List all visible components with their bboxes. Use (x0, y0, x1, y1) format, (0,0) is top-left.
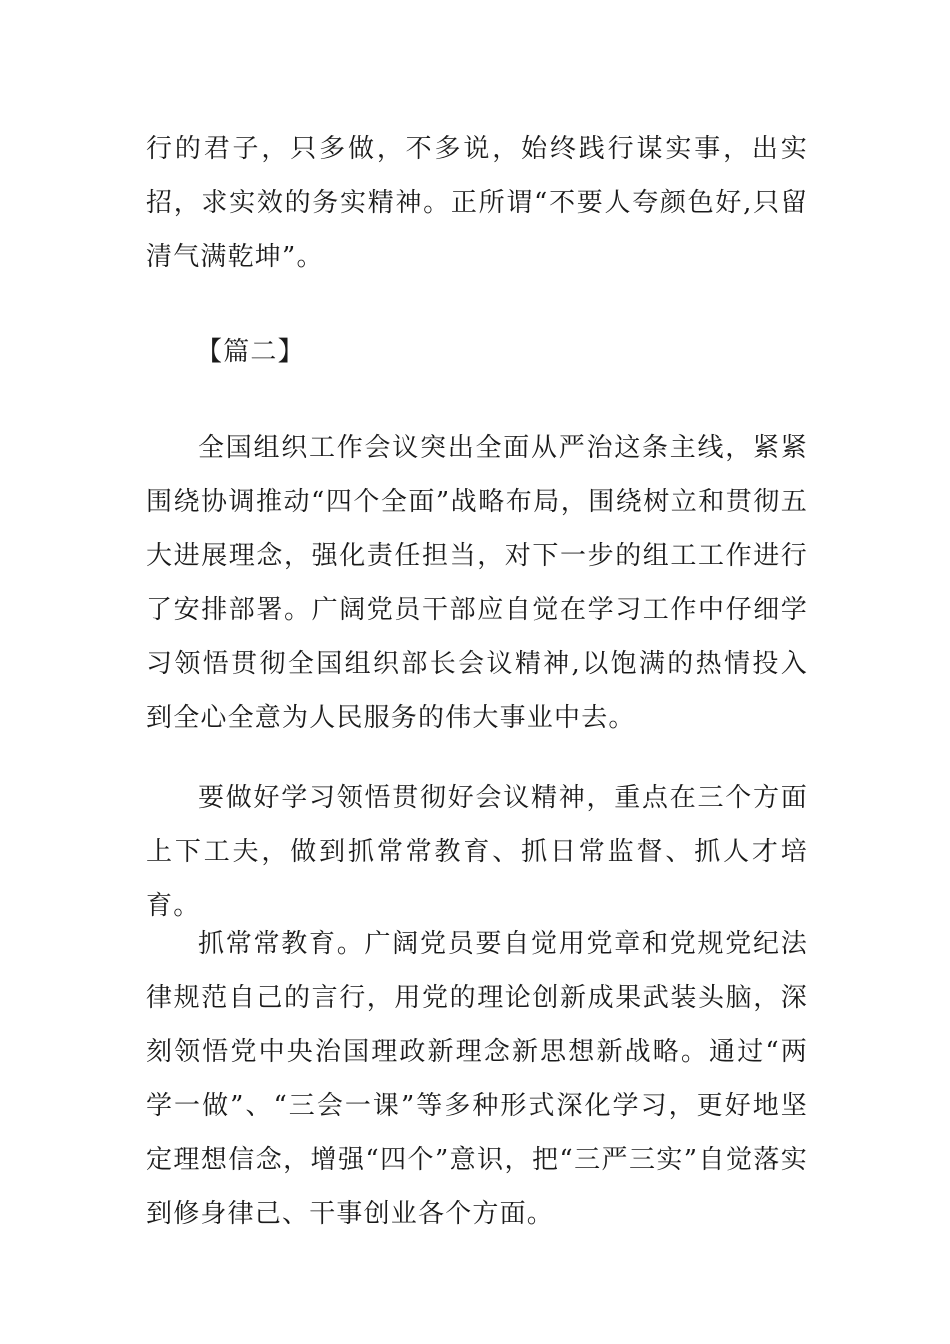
paragraph-meeting-overview: 全国组织工作会议突出全面从严治这条主线，紧紧围绕协调推动“四个全面”战略布局，围绕树立和贯彻五大进展理念，强化责任担当，对下一步的组工工作进行了安排部署。广阔党员干部应自觉在学习工作中仔细学习领悟贯彻全国组织部长会议精神,以饱满的热情投入到全心全意为人民服务的伟大事业中去。 (146, 433, 808, 733)
paragraph-regular-education: 抓常常教育。广阔党员要自觉用党章和党规党纪法律规范自己的言行，用党的理论创新成果武装头脑，深刻领悟党中央治国理政新理念新思想新战略。通过“两学一做”、“三会一课”等多种形式深化学习，更好地坚定理想信念，增强“四个”意识，把“三严三实”自觉落实到修身律己、干事创业各个方面。 (146, 929, 808, 1229)
paragraph-continuation: 行的君子，只多做，不多说，始终践行谋实事，出实招，求实效的务实精神。正所谓“不要人夸颜色好,只留清气满乾坤”。 (146, 134, 808, 272)
paragraph-three-aspects: 要做好学习领悟贯彻好会议精神，重点在三个方面上下工夫，做到抓常常教育、抓日常监督、抓人才培育。 (146, 783, 808, 921)
section-heading: 【篇二】 (196, 337, 305, 367)
